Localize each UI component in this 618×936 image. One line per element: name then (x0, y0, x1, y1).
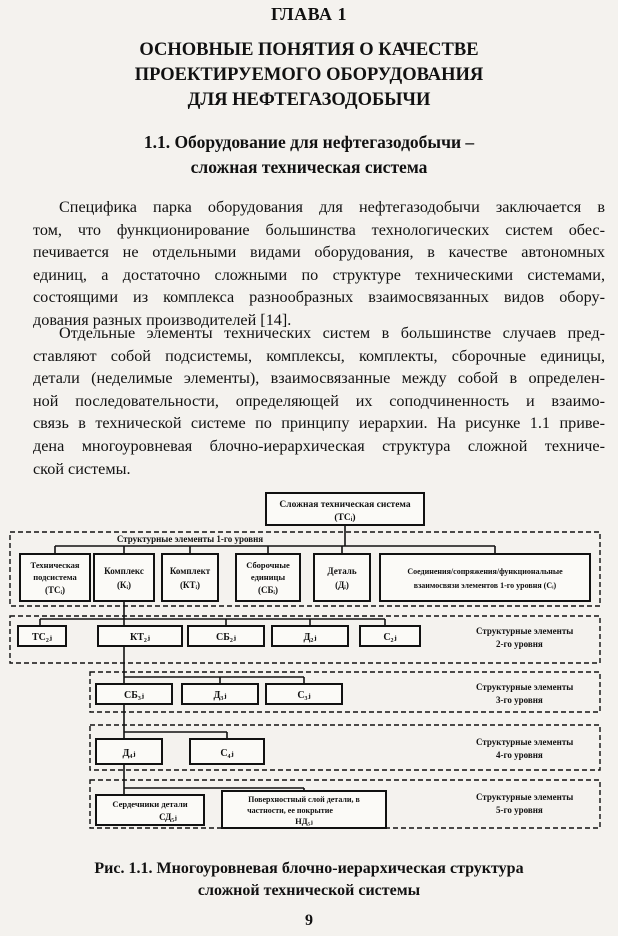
level4-label: 4-го уровня (496, 750, 543, 760)
root-label: Сложная техническая система (279, 500, 411, 510)
root-code: (ТСᵢ) (334, 513, 356, 523)
box-text: СБ₂ⱼ (216, 632, 236, 643)
caption-line: сложной технической системы (197, 882, 421, 899)
box-text: Д₂ⱼ (303, 632, 317, 643)
level1-box-complex (94, 554, 154, 601)
text-line: том, что функционирование большинства технологических систем обес- (33, 220, 605, 239)
box-text: НД₅ⱼ (295, 816, 313, 826)
box-text: Сердечники детали (112, 799, 188, 809)
text-line: ной последовательности, определяющей их соподчиненность и взаимо- (33, 391, 605, 410)
page-number: 9 (305, 912, 313, 929)
box-text: (ТСᵢ) (44, 585, 66, 595)
level1-box-connections (380, 554, 590, 601)
level5-label: 5-го уровня (496, 805, 543, 815)
text-line: состоящими из комплекса разнообразных взаимосвязанных видов обору- (33, 288, 605, 307)
box-text: Техническая (30, 560, 80, 570)
box-text: КТ₂ⱼ (129, 632, 151, 643)
box-text: (КТᵢ) (179, 580, 201, 590)
figure-caption (0, 858, 618, 902)
box-text: Комплект (169, 566, 211, 576)
box-text: СД₅ⱼ (159, 812, 177, 822)
level3-box (182, 684, 258, 704)
box-text: С₃ⱼ (297, 690, 311, 701)
level3-label: 3-го уровня (496, 695, 543, 705)
level2-box (272, 626, 348, 646)
level2-box (360, 626, 420, 646)
box-text: С₂ⱼ (383, 632, 397, 643)
box-text: Соединения/сопряжения/функциональные (407, 567, 563, 576)
level2-box (188, 626, 264, 646)
box-text: Деталь (327, 566, 357, 576)
main-title-line: ПРОЕКТИРУЕМОГО ОБОРУДОВАНИЯ (134, 65, 484, 85)
root-box (266, 493, 424, 525)
level2-label: Структурные элементы (476, 626, 574, 636)
text-line: дена многоуровневая блочно-иерархическая структура сложной техниче- (33, 436, 605, 455)
level4-label: Структурные элементы (476, 737, 574, 747)
level3-label: Структурные элементы (476, 682, 574, 692)
box-text: Д₄ⱼ (122, 748, 136, 759)
box-text: подсистема (33, 572, 77, 582)
paragraph-1 (33, 196, 605, 332)
box-text: Д₃ⱼ (213, 690, 227, 701)
main-title-line: ОСНОВНЫЕ ПОНЯТИЯ О КАЧЕСТВЕ (139, 40, 479, 60)
level1-box-subsystem (20, 554, 90, 601)
text-line: Специфика парка оборудования для нефтегазодобычи заключается в (59, 198, 605, 216)
level3-box (96, 684, 172, 704)
main-title-line: ДЛЯ НЕФТЕГАЗОДОБЫЧИ (187, 90, 431, 110)
box-text: (СБᵢ) (257, 585, 279, 595)
section-title-line: 1.1. Оборудование для нефтегазодобычи – (143, 132, 475, 152)
text-line: единиц, а достаточно сложными по структуре техническими системами, (33, 265, 605, 284)
text-line: Отдельные элементы технических систем в большинстве случаев пред- (59, 324, 605, 342)
text-line: печивается не отдельными видами оборудования, в качестве автономных (33, 243, 605, 262)
box-text: Поверхностный слой детали, в (248, 795, 360, 804)
box-text: Сборочные (246, 560, 290, 570)
text-line: детали (неделимые элементы), взаимосвязанные между собой в определен- (33, 369, 605, 388)
section-title-line: сложная техническая система (190, 157, 428, 177)
caption-line: Рис. 1.1. Многоуровневая блочно-иерархическая структура (94, 860, 524, 877)
level5-box-core (96, 795, 204, 825)
level1-label: Структурные элементы 1-го уровня (116, 534, 264, 544)
text-line: ской системы. (33, 459, 131, 478)
level1-box-assembly (236, 554, 300, 601)
box-text: (Кᵢ) (116, 580, 132, 590)
level2-box (98, 626, 182, 646)
paragraph-2 (33, 322, 605, 480)
section-title (0, 130, 618, 180)
level1-box-kit (162, 554, 218, 601)
text-line: связь в технической системе по принципу иерархии. На рисунке 1.1 приве- (33, 414, 605, 433)
box-text: С₄ⱼ (220, 748, 234, 759)
level1-box-detail (314, 554, 370, 601)
text-line: ставляют собой подсистемы, комплексы, комплекты, сборочные единицы, (33, 346, 605, 365)
chapter-heading: ГЛАВА 1 (270, 4, 348, 24)
level2-label: 2-го уровня (496, 639, 543, 649)
level5-box-surface (222, 791, 386, 828)
box-text: (Дᵢ) (335, 580, 349, 590)
box-text: Комплекс (104, 566, 144, 576)
box-text: частности, ее покрытие (247, 806, 333, 815)
text-line: дования разных производителей [14]. (33, 310, 292, 329)
box-text: взаимосвязи элементов 1-го уровня (Сᵢ) (413, 581, 557, 590)
level4-box (190, 739, 264, 764)
level2-box (18, 626, 66, 646)
level3-box (266, 684, 342, 704)
level4-box (96, 739, 162, 764)
box-text: СБ₃ⱼ (124, 690, 144, 701)
box-text: единицы (250, 572, 286, 582)
box-text: ТС₂ⱼ (31, 632, 53, 643)
level5-label: Структурные элементы (476, 792, 574, 802)
main-title (0, 38, 618, 113)
hierarchy-diagram (0, 488, 618, 842)
